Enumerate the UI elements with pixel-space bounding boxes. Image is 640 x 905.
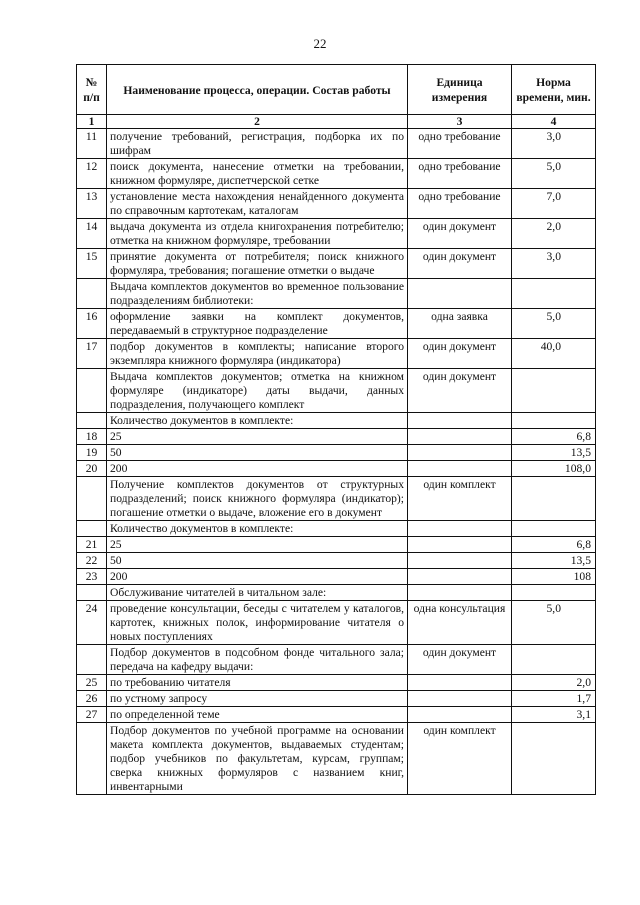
row-number — [77, 645, 107, 675]
row-norm — [512, 279, 596, 309]
row-number: 14 — [77, 219, 107, 249]
row-number — [77, 369, 107, 413]
row-process: поиск документа, нанесение отметки на требовании, книжном формуляре, диспетчерской сетке — [107, 159, 408, 189]
table-header-row — [77, 65, 596, 115]
row-unit — [408, 521, 512, 537]
row-process: подбор документов в комплекты; написание второго экземпляра книжного формуляра (индикатора) — [107, 339, 408, 369]
row-norm: 5,0 — [512, 159, 596, 189]
row-unit — [408, 429, 512, 445]
table-row — [77, 461, 596, 477]
row-norm — [512, 723, 596, 795]
row-process: по определенной теме — [107, 707, 408, 723]
row-unit — [408, 691, 512, 707]
row-unit: один документ — [408, 249, 512, 279]
table-row — [77, 445, 596, 461]
row-unit: одна заявка — [408, 309, 512, 339]
row-number: 18 — [77, 429, 107, 445]
column-index: 1 — [77, 115, 107, 129]
table-row — [77, 309, 596, 339]
row-norm: 2,0 — [512, 219, 596, 249]
row-number: 13 — [77, 189, 107, 219]
row-number — [77, 521, 107, 537]
row-unit: один комплект — [408, 723, 512, 795]
row-norm — [512, 477, 596, 521]
row-number — [77, 477, 107, 521]
column-index: 2 — [107, 115, 408, 129]
row-unit — [408, 569, 512, 585]
table-row — [77, 429, 596, 445]
row-number — [77, 723, 107, 795]
row-unit — [408, 675, 512, 691]
row-number: 24 — [77, 601, 107, 645]
row-process: Получение комплектов документов от структурных подразделений; поиск книжного формуляра (индикатор); погашение отметки о выдаче, вложение его в документ — [107, 477, 408, 521]
row-process: Подбор документов по учебной программе на основании макета комплекта документов, выдаваемых студентам; подбор учебников по факультетам, курсам, группам; сверка книжных формуляров с названием книг, инвентарными — [107, 723, 408, 795]
row-norm — [512, 521, 596, 537]
row-number — [77, 413, 107, 429]
table-row — [77, 339, 596, 369]
row-norm: 7,0 — [512, 189, 596, 219]
row-unit — [408, 445, 512, 461]
row-unit: один документ — [408, 369, 512, 413]
table-row — [77, 675, 596, 691]
row-norm: 108,0 — [512, 461, 596, 477]
row-number: 21 — [77, 537, 107, 553]
row-norm: 40,0 — [512, 339, 596, 369]
row-unit: один документ — [408, 339, 512, 369]
table-row — [77, 279, 596, 309]
row-number: 20 — [77, 461, 107, 477]
row-number — [77, 279, 107, 309]
row-norm: 1,7 — [512, 691, 596, 707]
table-row — [77, 691, 596, 707]
table-row — [77, 521, 596, 537]
row-norm: 13,5 — [512, 553, 596, 569]
row-process: 25 — [107, 429, 408, 445]
table-row — [77, 537, 596, 553]
row-norm: 3,0 — [512, 129, 596, 159]
row-process: проведение консультации, беседы с читателем у каталогов, картотек, книжных полок, информирование читателя о новых поступлениях — [107, 601, 408, 645]
row-number: 23 — [77, 569, 107, 585]
row-unit — [408, 553, 512, 569]
table-row — [77, 569, 596, 585]
row-unit — [408, 585, 512, 601]
row-norm: 5,0 — [512, 601, 596, 645]
table-row — [77, 219, 596, 249]
row-number: 27 — [77, 707, 107, 723]
row-norm — [512, 369, 596, 413]
row-unit — [408, 413, 512, 429]
row-unit: одно требование — [408, 189, 512, 219]
row-process: 200 — [107, 461, 408, 477]
table-row — [77, 159, 596, 189]
norms-table — [76, 64, 596, 795]
row-process: по устному запросу — [107, 691, 408, 707]
row-process: 50 — [107, 445, 408, 461]
row-process: 200 — [107, 569, 408, 585]
row-norm: 6,8 — [512, 537, 596, 553]
row-unit: один документ — [408, 219, 512, 249]
row-norm: 6,8 — [512, 429, 596, 445]
row-process: выдача документа из отдела книгохранения потребителю; отметка на книжном формуляре, требовании — [107, 219, 408, 249]
header-col-name: Наименование процесса, операции. Состав работы — [107, 65, 408, 115]
table-row — [77, 477, 596, 521]
row-number: 26 — [77, 691, 107, 707]
row-number: 11 — [77, 129, 107, 159]
table-row — [77, 369, 596, 413]
table-row — [77, 707, 596, 723]
row-process: Количество документов в комплекте: — [107, 413, 408, 429]
row-process: 25 — [107, 537, 408, 553]
row-norm — [512, 645, 596, 675]
row-norm: 2,0 — [512, 675, 596, 691]
row-number: 12 — [77, 159, 107, 189]
table-row — [77, 553, 596, 569]
row-process: Выдача комплектов документов во временное пользование подразделениям библиотеки: — [107, 279, 408, 309]
row-number: 19 — [77, 445, 107, 461]
row-number: 22 — [77, 553, 107, 569]
table-row — [77, 723, 596, 795]
header-col-norm: Норма времени, мин. — [512, 65, 596, 115]
row-norm — [512, 585, 596, 601]
row-process: 50 — [107, 553, 408, 569]
row-process: Подбор документов в подсобном фонде читального зала; передача на кафедру выдачи: — [107, 645, 408, 675]
row-norm — [512, 413, 596, 429]
row-process: Обслуживание читателей в читальном зале: — [107, 585, 408, 601]
row-norm: 3,1 — [512, 707, 596, 723]
column-index: 4 — [512, 115, 596, 129]
row-unit: одна консультация — [408, 601, 512, 645]
row-unit — [408, 461, 512, 477]
table-row — [77, 585, 596, 601]
column-index: 3 — [408, 115, 512, 129]
table-row — [77, 189, 596, 219]
table-row — [77, 129, 596, 159]
table-row — [77, 645, 596, 675]
row-number: 17 — [77, 339, 107, 369]
header-col-num: № п/п — [77, 65, 107, 115]
row-unit: одно требование — [408, 159, 512, 189]
row-process: по требованию читателя — [107, 675, 408, 691]
row-norm: 108 — [512, 569, 596, 585]
row-number: 16 — [77, 309, 107, 339]
row-norm: 3,0 — [512, 249, 596, 279]
row-unit — [408, 537, 512, 553]
table-row — [77, 413, 596, 429]
row-process: установление места нахождения ненайденного документа по справочным картотекам, каталогам — [107, 189, 408, 219]
row-number: 25 — [77, 675, 107, 691]
row-unit: один документ — [408, 645, 512, 675]
page-number: 22 — [313, 36, 327, 51]
row-norm: 5,0 — [512, 309, 596, 339]
row-process: получение требований, регистрация, подборка их по шифрам — [107, 129, 408, 159]
row-unit: одно требование — [408, 129, 512, 159]
table-row — [77, 601, 596, 645]
column-index-row — [77, 115, 596, 129]
row-number — [77, 585, 107, 601]
row-process: принятие документа от потребителя; поиск книжного формуляра, требования; погашение отметки о выдаче — [107, 249, 408, 279]
row-unit — [408, 279, 512, 309]
row-number: 15 — [77, 249, 107, 279]
row-process: Количество документов в комплекте: — [107, 521, 408, 537]
header-col-unit: Единица измерения — [408, 65, 512, 115]
row-unit — [408, 707, 512, 723]
row-process: Выдача комплектов документов; отметка на книжном формуляре (индикаторе) даты выдачи, данных подразделения, получающего комплект — [107, 369, 408, 413]
table-row — [77, 249, 596, 279]
row-process: оформление заявки на комплект документов, передаваемый в структурное подразделение — [107, 309, 408, 339]
row-norm: 13,5 — [512, 445, 596, 461]
row-unit: один комплект — [408, 477, 512, 521]
